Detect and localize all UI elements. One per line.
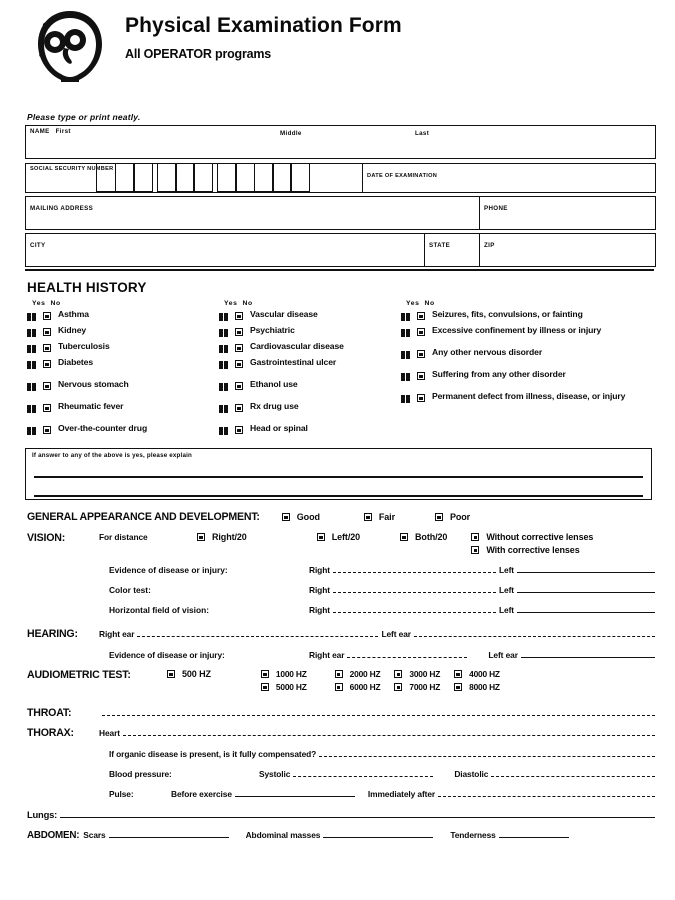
cco-horseshoe-logo	[31, 8, 109, 86]
option-7000hz[interactable]	[394, 682, 440, 692]
left-label: Left	[499, 565, 514, 576]
audiometric-row-1	[261, 669, 514, 682]
thorax-label: THORAX:	[27, 727, 74, 740]
checkbox-no-icon[interactable]	[43, 426, 51, 434]
yes-no-header	[219, 300, 401, 307]
checkbox-icon[interactable]	[471, 533, 479, 541]
health-history-item-label: Rx drug use	[250, 401, 299, 412]
health-history-item[interactable]	[219, 325, 401, 340]
city-state-zip-row	[25, 233, 656, 267]
checkbox-no-icon[interactable]	[235, 382, 243, 390]
checkbox-yes-icon[interactable]	[219, 404, 227, 412]
address-row	[25, 196, 656, 230]
before-exercise-label: Before exercise	[171, 789, 232, 800]
hearing-label: HEARING:	[27, 628, 78, 641]
health-history-item-label: Rheumatic fever	[58, 401, 124, 412]
checkbox-no-icon[interactable]	[43, 360, 51, 368]
diastolic-label: Diastolic	[454, 769, 489, 780]
throat-label: THROAT:	[27, 707, 72, 720]
health-history-item-label: Diabetes	[58, 357, 94, 368]
audiometric-row	[27, 669, 658, 695]
checkbox-icon[interactable]	[317, 533, 325, 541]
option-label: 6000 HZ	[349, 682, 381, 693]
hearing-evidence-label: Evidence of disease or injury:	[109, 650, 225, 661]
heart-label: Heart	[99, 728, 120, 739]
form-header	[17, 0, 658, 86]
write-in-line[interactable]	[521, 647, 655, 658]
health-history-item[interactable]	[27, 401, 219, 416]
health-history-item-label: Head or spinal	[250, 423, 308, 434]
option-8000hz[interactable]	[454, 682, 500, 692]
write-in-line[interactable]	[517, 562, 655, 573]
health-history-item[interactable]	[401, 347, 658, 362]
checkbox-icon[interactable]	[167, 670, 175, 678]
health-history-item-label: Nervous stomach	[58, 379, 129, 390]
ssn-label: SOCIAL SECURITY NUMBER	[30, 166, 114, 172]
evidence-left-ear-label: Left ear	[488, 650, 518, 661]
option-fair[interactable]	[364, 512, 395, 522]
option-label: Fair	[378, 512, 395, 523]
checkbox-yes-icon[interactable]	[27, 360, 35, 368]
checkbox-icon[interactable]	[364, 513, 372, 521]
health-history-item-label: Psychiatric	[250, 325, 295, 336]
mailing-address-label: MAILING ADDRESS	[30, 205, 94, 212]
health-history-item[interactable]	[401, 369, 658, 384]
option-1000hz[interactable]	[261, 669, 307, 679]
health-history-item[interactable]	[27, 341, 219, 356]
health-history-item-label: Any other nervous disorder	[432, 347, 543, 358]
evidence-right-ear-label: Right ear	[309, 650, 345, 661]
health-history-item[interactable]	[219, 423, 401, 438]
checkbox-yes-icon[interactable]	[401, 328, 409, 336]
left-label: Left	[499, 585, 514, 596]
option-poor[interactable]	[435, 512, 470, 522]
checkbox-no-icon[interactable]	[417, 372, 425, 380]
health-history-columns	[27, 300, 658, 439]
state-field[interactable]	[425, 233, 480, 267]
checkbox-no-icon[interactable]	[235, 344, 243, 352]
option-with-corrective-lenses[interactable]	[471, 545, 593, 555]
vision-detail-rows	[109, 562, 658, 615]
color-test-row	[109, 582, 658, 595]
identity-bottom-rule	[25, 269, 654, 271]
ssn-digit-cell[interactable]	[175, 163, 195, 192]
blood-pressure-label: Blood pressure:	[109, 769, 172, 780]
ssn-digit-cell[interactable]	[96, 163, 116, 192]
color-test-left-field[interactable]	[499, 582, 658, 595]
write-in-line[interactable]	[109, 827, 229, 838]
checkbox-icon[interactable]	[394, 683, 402, 691]
ssn-digit-cell[interactable]	[272, 163, 292, 192]
ssn-digit-cell[interactable]	[217, 163, 237, 192]
yes-label: Yes	[32, 300, 46, 308]
health-history-item[interactable]	[27, 423, 219, 438]
option-left-20[interactable]	[317, 532, 360, 542]
health-history-column-2	[219, 300, 401, 439]
ssn-group-1[interactable]	[98, 163, 153, 192]
lungs-row	[27, 807, 658, 820]
lungs-label: Lungs:	[27, 809, 58, 821]
no-label: No	[242, 300, 253, 308]
checkbox-no-icon[interactable]	[43, 404, 51, 412]
health-history-item-label: Gastrointestinal ulcer	[250, 357, 337, 368]
option-label: 4000 HZ	[469, 669, 500, 680]
option-without-corrective-lenses[interactable]	[471, 532, 593, 542]
yes-no-header	[27, 300, 219, 307]
ssn-field[interactable]	[25, 163, 363, 193]
write-in-line[interactable]	[235, 786, 355, 797]
ssn-digit-cell[interactable]	[133, 163, 153, 192]
right-label: Right	[309, 565, 330, 576]
checkbox-yes-icon[interactable]	[27, 328, 35, 336]
vision-right-field[interactable]	[309, 562, 499, 575]
checkbox-icon[interactable]	[197, 533, 205, 541]
health-history-item-label: Kidney	[58, 325, 87, 336]
health-history-item[interactable]	[401, 325, 658, 340]
vision-left-field[interactable]	[499, 562, 658, 575]
checkbox-icon[interactable]	[435, 513, 443, 521]
checkbox-icon[interactable]	[454, 683, 462, 691]
header-text-block	[109, 8, 402, 61]
checkbox-no-icon[interactable]	[43, 312, 51, 320]
abdomen-label: ABDOMEN:	[27, 830, 80, 842]
option-label: Poor	[449, 512, 471, 523]
zip-field[interactable]	[480, 233, 656, 267]
option-label: 7000 HZ	[409, 682, 441, 693]
for-distance-label: For distance	[99, 532, 148, 543]
checkbox-no-icon[interactable]	[43, 344, 51, 352]
checkbox-yes-icon[interactable]	[219, 312, 227, 320]
name-label: NAME	[30, 128, 50, 135]
checkbox-icon[interactable]	[400, 533, 408, 541]
city-label: CITY	[30, 242, 46, 249]
option-6000hz[interactable]	[335, 682, 381, 692]
option-5000hz[interactable]	[261, 682, 307, 692]
option-right-20[interactable]	[197, 532, 247, 542]
yes-label: Yes	[224, 300, 238, 308]
checkbox-icon[interactable]	[261, 670, 269, 678]
ssn-group-2[interactable]	[158, 163, 213, 192]
health-history-item[interactable]	[27, 309, 219, 324]
health-history-item-label: Excessive confinement by illness or injury	[432, 325, 602, 336]
name-field-row[interactable]	[25, 125, 656, 159]
option-label: 500 HZ	[182, 669, 211, 680]
explain-box[interactable]	[25, 448, 652, 500]
phone-field[interactable]	[480, 196, 656, 230]
health-history-item-label: Cardiovascular disease	[250, 341, 344, 352]
option-500hz[interactable]	[167, 669, 211, 679]
no-label: No	[50, 300, 61, 308]
ssn-digit-cell[interactable]	[254, 163, 274, 192]
checkbox-no-icon[interactable]	[43, 382, 51, 390]
option-label: 5000 HZ	[275, 682, 307, 693]
abdominal-masses-label: Abdominal masses	[245, 830, 321, 841]
thorax-row	[27, 725, 658, 739]
vision-row-label: Color test:	[109, 585, 151, 596]
explain-label: If answer to any of the above is yes, please explain	[32, 452, 192, 460]
ssn-digit-cell[interactable]	[157, 163, 177, 192]
health-history-item-label: Over-the-counter drug	[58, 423, 148, 434]
write-in-line[interactable]	[333, 582, 496, 593]
option-both-20[interactable]	[400, 532, 447, 542]
write-in-line[interactable]	[102, 705, 655, 716]
health-history-item-label: Permanent defect from illness, disease, or injury	[432, 391, 626, 402]
write-in-line[interactable]	[491, 766, 655, 777]
checkbox-no-icon[interactable]	[235, 360, 243, 368]
ssn-digit-cell[interactable]	[235, 163, 255, 192]
hearing-right-ear-label: Right ear	[99, 629, 135, 640]
ssn-digit-cell[interactable]	[193, 163, 213, 192]
write-in-line[interactable]	[123, 725, 655, 736]
audiometric-frequency-grid	[261, 669, 514, 695]
checkbox-yes-icon[interactable]	[219, 426, 227, 434]
general-appearance-label: GENERAL APPEARANCE AND DEVELOPMENT:	[27, 511, 260, 524]
left-label: Left	[499, 605, 514, 616]
option-label: 2000 HZ	[349, 669, 381, 680]
page-title: Physical Examination Form	[125, 14, 402, 37]
health-history-item[interactable]	[219, 401, 401, 416]
immediately-after-label: Immediately after	[367, 789, 436, 800]
throat-row	[27, 705, 658, 719]
option-3000hz[interactable]	[394, 669, 440, 679]
name-last-label: Last	[415, 130, 430, 137]
hearing-left-ear-label: Left ear	[381, 629, 411, 640]
vision-row-label: Evidence of disease or injury:	[109, 565, 228, 576]
explain-line	[34, 495, 643, 497]
checkbox-no-icon[interactable]	[235, 328, 243, 336]
hearing-row	[27, 626, 658, 640]
write-in-line[interactable]	[137, 626, 378, 637]
health-history-item[interactable]	[27, 325, 219, 340]
state-label: STATE	[429, 242, 451, 249]
vision-row	[27, 532, 658, 555]
checkbox-no-icon[interactable]	[417, 328, 425, 336]
health-history-item-label: Asthma	[58, 309, 89, 320]
horizontal-field-left[interactable]	[499, 602, 658, 615]
ssn-digit-cell[interactable]	[290, 163, 310, 192]
write-in-line[interactable]	[319, 746, 655, 757]
systolic-label: Systolic	[259, 769, 291, 780]
option-label: Both/20	[415, 532, 448, 543]
checkbox-yes-icon[interactable]	[27, 344, 35, 352]
audiometric-label: AUDIOMETRIC TEST:	[27, 669, 131, 682]
blood-pressure-row	[27, 766, 658, 779]
health-history-item-label: Ethanol use	[250, 379, 298, 390]
organic-disease-row	[27, 746, 658, 759]
health-history-item[interactable]	[219, 379, 401, 394]
checkbox-icon[interactable]	[282, 513, 290, 521]
yes-label: Yes	[406, 300, 420, 308]
ssn-digit-boxes[interactable]	[98, 163, 315, 192]
checkbox-icon[interactable]	[261, 683, 269, 691]
checkbox-no-icon[interactable]	[417, 350, 425, 358]
ssn-and-date-row	[25, 163, 656, 193]
health-history-column-3	[401, 300, 658, 439]
checkbox-yes-icon[interactable]	[27, 404, 35, 412]
horizontal-field-right[interactable]	[309, 602, 499, 615]
date-of-examination-label: DATE OF EXAMINATION	[367, 173, 438, 179]
write-in-line[interactable]	[60, 807, 655, 818]
explain-line	[34, 476, 643, 478]
checkbox-yes-icon[interactable]	[219, 328, 227, 336]
checkbox-no-icon[interactable]	[235, 404, 243, 412]
option-label: Right/20	[212, 532, 247, 543]
vision-label: VISION:	[27, 532, 66, 545]
write-in-line[interactable]	[414, 626, 655, 637]
checkbox-icon[interactable]	[335, 683, 343, 691]
city-field[interactable]	[25, 233, 425, 267]
checkbox-yes-icon[interactable]	[219, 360, 227, 368]
health-history-item-label: Suffering from any other disorder	[432, 369, 566, 380]
health-history-item[interactable]	[219, 341, 401, 356]
option-label: 8000 HZ	[469, 682, 500, 693]
phone-label: PHONE	[484, 205, 508, 212]
color-test-right-field[interactable]	[309, 582, 499, 595]
checkbox-no-icon[interactable]	[235, 426, 243, 434]
checkbox-yes-icon[interactable]	[219, 344, 227, 352]
checkbox-yes-icon[interactable]	[401, 312, 409, 320]
checkbox-yes-icon[interactable]	[401, 372, 409, 380]
no-label: No	[424, 300, 435, 308]
right-label: Right	[309, 585, 330, 596]
health-history-heading: HEALTH HISTORY	[27, 280, 147, 296]
option-label: 1000 HZ	[275, 669, 307, 680]
write-in-line[interactable]	[323, 827, 433, 838]
corrective-lens-group	[471, 532, 593, 555]
write-in-line[interactable]	[347, 647, 467, 658]
name-middle-label: Middle	[280, 130, 302, 137]
health-history-item[interactable]	[27, 357, 219, 372]
write-in-line[interactable]	[333, 562, 496, 573]
option-label: 3000 HZ	[409, 669, 441, 680]
date-of-examination-field[interactable]	[363, 163, 656, 193]
write-in-line[interactable]	[438, 786, 655, 797]
health-history-item[interactable]	[401, 391, 658, 406]
checkbox-yes-icon[interactable]	[27, 312, 35, 320]
health-history-column-1	[27, 300, 219, 439]
write-in-line[interactable]	[499, 827, 569, 838]
right-label: Right	[309, 605, 330, 616]
write-in-line[interactable]	[333, 602, 496, 613]
checkbox-icon[interactable]	[394, 670, 402, 678]
checkbox-yes-icon[interactable]	[27, 382, 35, 390]
option-good[interactable]	[282, 512, 320, 522]
option-label: Good	[296, 512, 320, 523]
checkbox-yes-icon[interactable]	[401, 394, 409, 402]
vision-row-label: Horizontal field of vision:	[109, 605, 210, 616]
pulse-row	[27, 786, 658, 799]
checkbox-icon[interactable]	[335, 670, 343, 678]
write-in-line[interactable]	[517, 602, 655, 613]
organic-disease-label: If organic disease is present, is it fully compensated?	[109, 749, 317, 760]
form-subtitle: All OPERATOR programs	[125, 47, 272, 62]
option-label: Left/20	[331, 532, 361, 543]
pulse-label: Pulse:	[109, 789, 134, 800]
health-history-item-label: Vascular disease	[250, 309, 318, 320]
write-in-line[interactable]	[517, 582, 655, 593]
checkbox-no-icon[interactable]	[417, 394, 425, 402]
audiometric-row-2	[261, 682, 514, 695]
ssn-digit-cell[interactable]	[115, 163, 135, 192]
checkbox-icon[interactable]	[454, 670, 462, 678]
yes-no-header	[401, 300, 658, 307]
checkbox-yes-icon[interactable]	[27, 426, 35, 434]
option-4000hz[interactable]	[454, 669, 500, 679]
option-2000hz[interactable]	[335, 669, 381, 679]
health-history-item-label: Tuberculosis	[58, 341, 110, 352]
zip-label: ZIP	[484, 242, 495, 249]
option-label: Without corrective lenses	[486, 532, 594, 543]
instruction-note: Please type or print neatly.	[27, 112, 141, 122]
general-appearance-row	[27, 511, 658, 523]
health-history-item[interactable]	[219, 357, 401, 372]
checkbox-no-icon[interactable]	[43, 328, 51, 336]
hearing-evidence-row	[27, 647, 658, 660]
write-in-line[interactable]	[293, 766, 433, 777]
checkbox-yes-icon[interactable]	[401, 350, 409, 358]
vision-evidence-row	[109, 562, 658, 575]
option-label: With corrective lenses	[486, 545, 580, 556]
name-first-label: First	[55, 128, 71, 135]
horizontal-field-row	[109, 602, 658, 615]
checkbox-yes-icon[interactable]	[219, 382, 227, 390]
checkbox-no-icon[interactable]	[235, 312, 243, 320]
abdomen-row	[27, 827, 658, 841]
health-history-item[interactable]	[27, 379, 219, 394]
scars-label: Scars	[83, 830, 106, 841]
health-history-item[interactable]	[401, 309, 658, 324]
checkbox-icon[interactable]	[471, 546, 479, 554]
health-history-item-label: Seizures, fits, convulsions, or fainting	[432, 309, 583, 320]
tenderness-label: Tenderness	[450, 830, 496, 841]
checkbox-no-icon[interactable]	[417, 312, 425, 320]
ssn-group-3[interactable]	[218, 163, 310, 192]
mailing-address-field[interactable]	[25, 196, 480, 230]
examination-section	[27, 511, 658, 841]
health-history-item[interactable]	[219, 309, 401, 324]
